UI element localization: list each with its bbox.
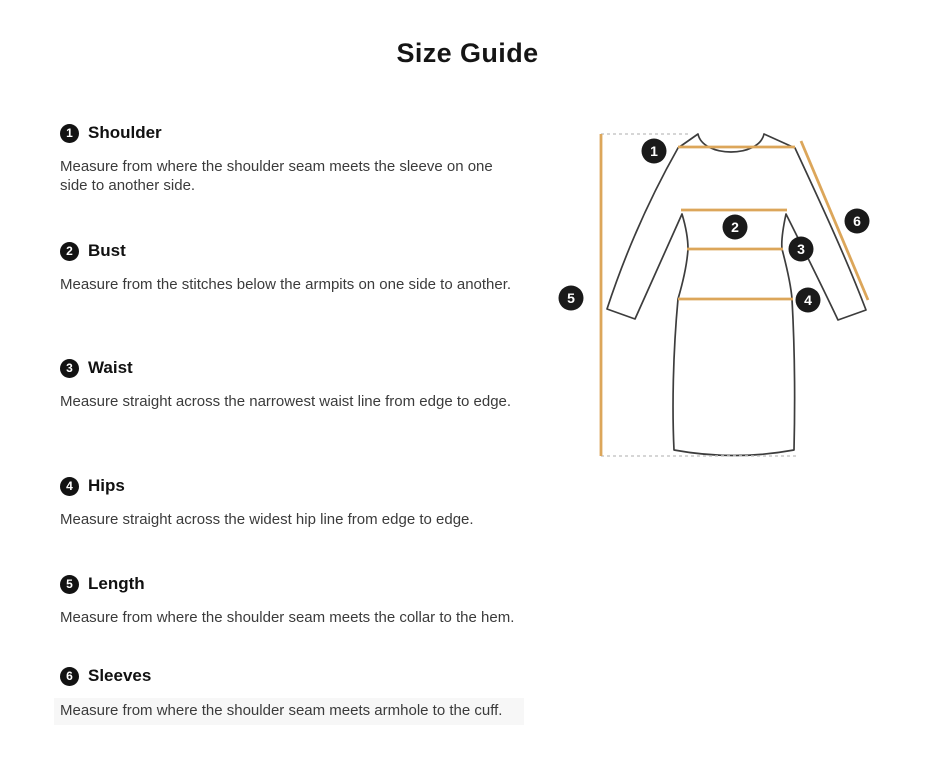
diagram-marker-4: [796, 288, 821, 313]
item-description: Measure straight across the widest hip line from edge to edge.: [60, 511, 474, 528]
number-badge-2: 2: [60, 242, 79, 261]
item-description: Measure straight across the narrowest waist line from edge to edge.: [60, 393, 512, 410]
number-badge-6: 6: [60, 667, 79, 686]
item-label: Sleeves: [88, 666, 152, 685]
number-badge-4: 4: [60, 477, 79, 496]
item-heading: [60, 574, 515, 594]
item-description: Measure from where the shoulder seam meets the sleeve on one side to another side.: [60, 158, 493, 194]
diagram-marker-6: [845, 209, 870, 234]
measurement-item-waist: [60, 358, 515, 411]
item-label: Length: [88, 574, 145, 593]
item-label: Shoulder: [88, 123, 162, 142]
item-label: Bust: [88, 241, 126, 260]
svg-text:3: 3: [797, 241, 805, 258]
number-badge-3: 3: [60, 359, 79, 378]
svg-text:1: 1: [650, 143, 658, 160]
dress-measurement-diagram: [550, 108, 890, 480]
svg-text:2: 2: [731, 219, 739, 236]
dress-outline: [607, 134, 866, 456]
item-heading: [60, 476, 515, 496]
measurement-item-sleeves: [60, 666, 515, 725]
item-heading: [60, 666, 515, 686]
diagram-marker-5: [559, 286, 584, 311]
item-heading: [60, 123, 515, 143]
item-description: Measure from the stitches below the armpits on one side to another.: [60, 276, 512, 293]
item-description: Measure from where the shoulder seam meets armhole to the cuff.: [54, 698, 524, 725]
item-label: Hips: [88, 476, 125, 495]
diagram-marker-2: [723, 215, 748, 240]
measurement-item-length: [60, 574, 515, 627]
item-heading: [60, 241, 515, 261]
measurement-item-shoulder: [60, 123, 515, 195]
measurement-item-bust: [60, 241, 515, 294]
item-heading: [60, 358, 515, 378]
measurement-item-hips: [60, 476, 515, 529]
number-badge-5: 5: [60, 575, 79, 594]
svg-text:6: 6: [853, 213, 861, 230]
item-description: Measure from where the shoulder seam meets the collar to the hem.: [60, 609, 515, 626]
svg-text:4: 4: [804, 292, 812, 309]
page-title: Size Guide: [396, 38, 539, 68]
svg-text:5: 5: [567, 290, 575, 307]
diagram-marker-3: [789, 237, 814, 262]
diagram-marker-1: [642, 139, 667, 164]
item-label: Waist: [88, 358, 133, 377]
number-badge-1: 1: [60, 124, 79, 143]
